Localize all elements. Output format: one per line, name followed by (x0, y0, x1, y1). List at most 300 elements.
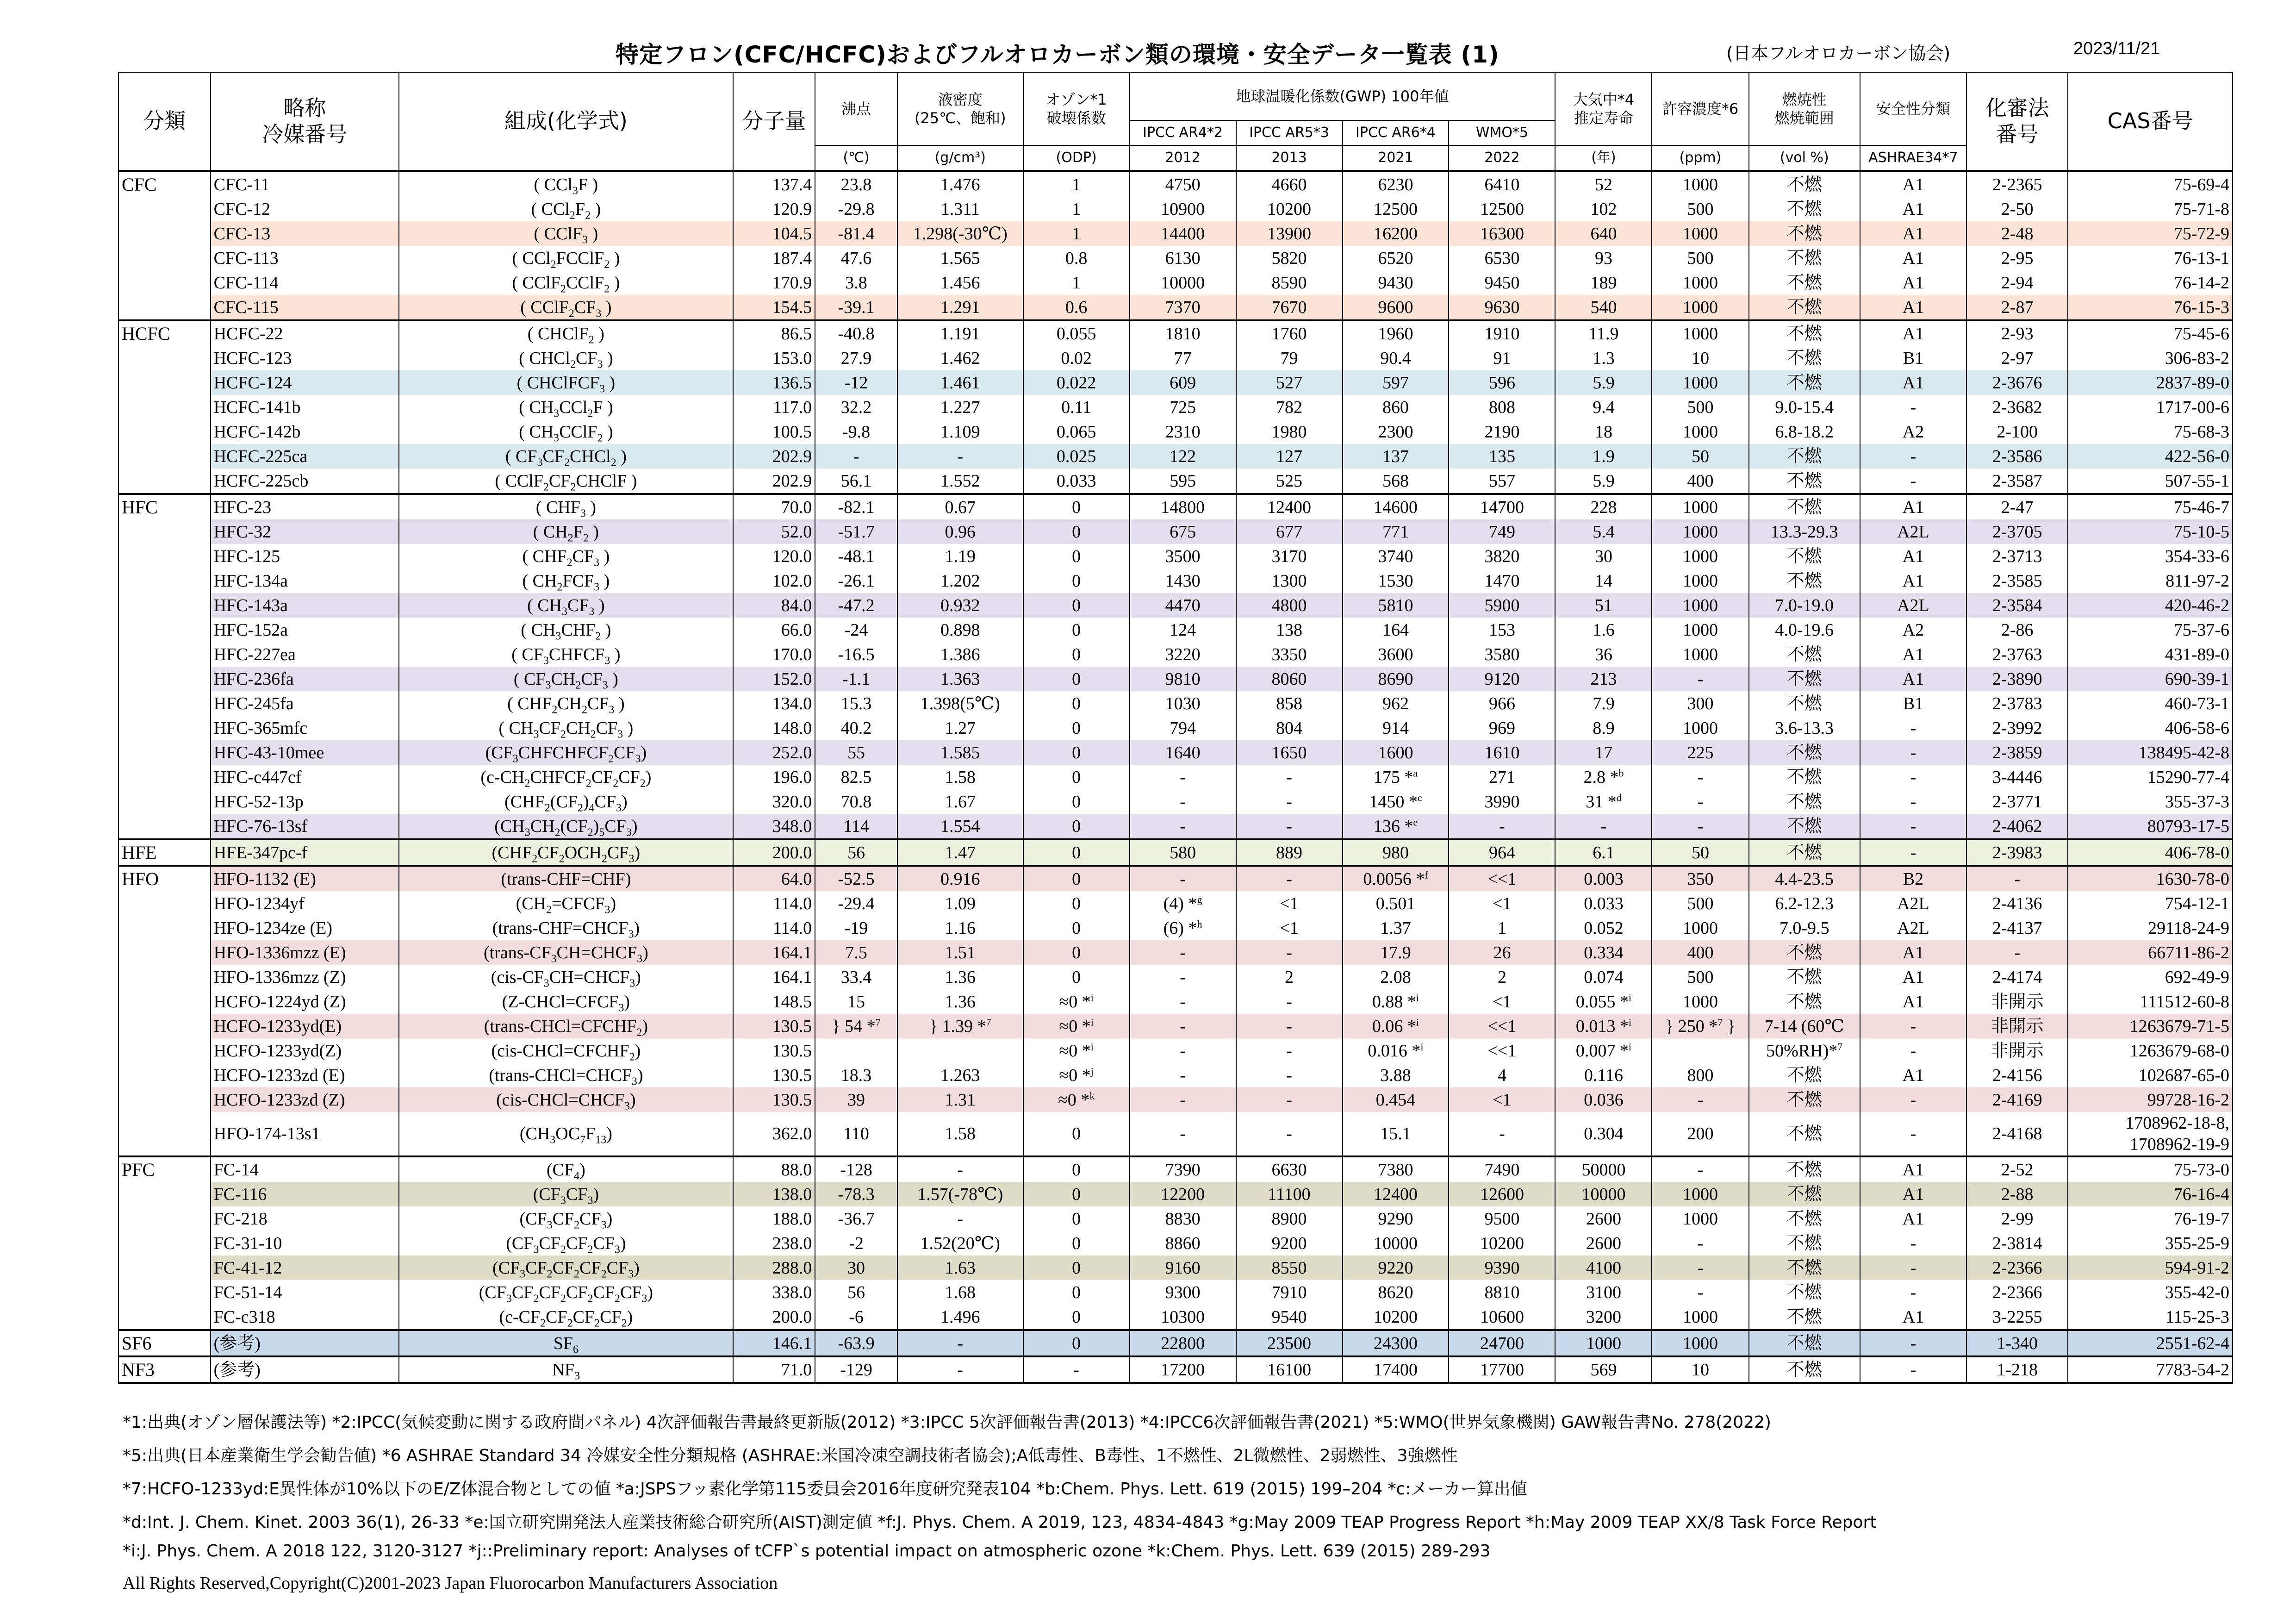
formula-cell: $(cis-CHCl=CFCHF_2)$ (399, 1038, 733, 1063)
gwp-ar6-cell: 1600 (1343, 740, 1449, 765)
mw-cell: 114.0 (733, 916, 815, 940)
table-row (118, 568, 2233, 593)
formula-cell: ( CHClF$_2$ ) (399, 320, 733, 346)
density-cell: 1.386 (897, 642, 1023, 667)
category-cell (118, 568, 211, 593)
cas-cell: 66711-86-2 (2068, 940, 2233, 965)
gwp-ar5-cell: 138 (1236, 618, 1343, 642)
safety-cell: A2 (1860, 419, 1966, 444)
limit-cell: 1000 (1652, 1330, 1748, 1356)
table-body (118, 171, 2233, 1383)
col-gwp: 地球温暖化係数(GWP) 100年値 (1130, 72, 1556, 120)
life-cell: 8.9 (1555, 716, 1652, 740)
category-cell (118, 1255, 211, 1280)
bp-cell: 27.9 (815, 346, 897, 370)
bp-cell: 32.2 (815, 395, 897, 419)
odp-cell: - (1023, 1356, 1130, 1383)
flam-cell: 不燃 (1749, 1305, 1860, 1330)
unit-limit: (ppm) (1652, 145, 1748, 171)
category-cell (118, 246, 211, 270)
gwp-ar6-cell: 771 (1343, 519, 1449, 544)
limit-cell: 1000 (1652, 916, 1748, 940)
category-cell (118, 1063, 211, 1087)
odp-cell: ≈0 *$^i$ (1023, 989, 1130, 1014)
gwp-wmo-cell: 26 (1449, 940, 1555, 965)
category-cell: HFO (118, 866, 211, 891)
odp-cell: 0.033 (1023, 468, 1130, 494)
life-cell: 7.9 (1555, 691, 1652, 716)
table-row (118, 295, 2233, 320)
gwp-wmo-cell: 596 (1449, 370, 1555, 395)
life-cell: 540 (1555, 295, 1652, 320)
gwp-ar5-cell: - (1236, 1063, 1343, 1087)
mw-cell: 138.0 (733, 1182, 815, 1206)
odp-cell: 0 (1023, 1305, 1130, 1330)
limit-cell: 500 (1652, 246, 1748, 270)
cas-cell: 754-12-1 (2068, 891, 2233, 916)
life-cell: 5.4 (1555, 519, 1652, 544)
flam-cell: 不燃 (1749, 1087, 1860, 1112)
law-cell: 非開示 (1966, 1014, 2068, 1038)
bp-cell: -78.3 (815, 1182, 897, 1206)
mw-cell: 71.0 (733, 1356, 815, 1383)
odp-cell: 0 (1023, 544, 1130, 568)
bp-cell: -81.4 (815, 221, 897, 246)
table-row (118, 444, 2233, 468)
gwp-ar4-cell: 1810 (1130, 320, 1236, 346)
table-row (118, 519, 2233, 544)
table-row (118, 395, 2233, 419)
col-mw: 分子量 (733, 72, 815, 171)
table-row (118, 740, 2233, 765)
abbr-cell: HFC-227ea (211, 642, 399, 667)
gwp-wmo-cell: 9450 (1449, 270, 1555, 295)
unit-life: (年) (1555, 145, 1652, 171)
flam-cell: 6.2-12.3 (1749, 891, 1860, 916)
density-cell: - (897, 444, 1023, 468)
mw-cell: 202.9 (733, 444, 815, 468)
flam-cell: 不燃 (1749, 568, 1860, 593)
formula-cell: ( $CF_3CHFCF_3$ ) (399, 642, 733, 667)
flam-cell: 4.0-19.6 (1749, 618, 1860, 642)
law-cell: 2-2366 (1966, 1280, 2068, 1305)
category-cell (118, 519, 211, 544)
bp-cell: -47.2 (815, 593, 897, 618)
law-cell: 2-3859 (1966, 740, 2068, 765)
category-cell: CFC (118, 171, 211, 197)
category-cell (118, 295, 211, 320)
bp-cell: -36.7 (815, 1206, 897, 1231)
abbr-cell: HFO-174-13s1 (211, 1112, 399, 1156)
gwp-ar6-cell: 1530 (1343, 568, 1449, 593)
law-cell: 非開示 (1966, 989, 2068, 1014)
safety-cell: - (1860, 814, 1966, 839)
density-cell: 1.191 (897, 320, 1023, 346)
cas-cell: 422-56-0 (2068, 444, 2233, 468)
gwp-ar6-cell: 0.016 *$^i$ (1343, 1038, 1449, 1063)
cas-cell: 75-68-3 (2068, 419, 2233, 444)
flam-cell: 不燃 (1749, 444, 1860, 468)
bp-cell: 114 (815, 814, 897, 839)
odp-cell: 0 (1023, 1280, 1130, 1305)
gwp-ar5-cell: 1300 (1236, 568, 1343, 593)
density-cell: - (897, 1356, 1023, 1383)
flam-cell: 7-14 (60℃ (1749, 1014, 1860, 1038)
formula-cell: (trans-CHF=CHF) (399, 866, 733, 891)
flam-cell: 不燃 (1749, 320, 1860, 346)
mw-cell: 288.0 (733, 1255, 815, 1280)
gwp-ar4-cell: 7370 (1130, 295, 1236, 320)
category-cell (118, 814, 211, 839)
life-cell: 189 (1555, 270, 1652, 295)
density-cell: 1.552 (897, 468, 1023, 494)
limit-cell: 1000 (1652, 716, 1748, 740)
odp-cell: 0.11 (1023, 395, 1130, 419)
density-cell: 1.47 (897, 839, 1023, 866)
abbr-cell: CFC-12 (211, 197, 399, 221)
table-row (118, 197, 2233, 221)
law-cell: 3-4446 (1966, 765, 2068, 789)
mw-cell: 164.1 (733, 940, 815, 965)
law-cell: 2-86 (1966, 618, 2068, 642)
density-cell: 1.311 (897, 197, 1023, 221)
abbr-cell: HFC-134a (211, 568, 399, 593)
table-row (118, 1231, 2233, 1255)
gwp-wmo-cell: 4 (1449, 1063, 1555, 1087)
life-cell: 1.3 (1555, 346, 1652, 370)
mw-cell: 102.0 (733, 568, 815, 593)
gwp-ar6-cell: 860 (1343, 395, 1449, 419)
flam-cell: 7.0-9.5 (1749, 916, 1860, 940)
life-cell: 0.003 (1555, 866, 1652, 891)
odp-cell: 0 (1023, 1182, 1130, 1206)
density-cell: 1.68 (897, 1280, 1023, 1305)
mw-cell: 238.0 (733, 1231, 815, 1255)
unit-safety: ASHRAE34*7 (1860, 145, 1966, 171)
gwp-ar4-cell: 725 (1130, 395, 1236, 419)
flam-cell: 不燃 (1749, 221, 1860, 246)
gwp-wmo-cell: 135 (1449, 444, 1555, 468)
gwp-wmo-cell: 7490 (1449, 1156, 1555, 1182)
gwp-ar4-cell: - (1130, 1087, 1236, 1112)
year-ar4: 2012 (1130, 145, 1236, 171)
law-cell: 非開示 (1966, 1038, 2068, 1063)
safety-cell: A1 (1860, 221, 1966, 246)
cas-cell: 355-37-3 (2068, 789, 2233, 814)
abbr-cell: HCFC-141b (211, 395, 399, 419)
limit-cell: 1000 (1652, 544, 1748, 568)
page-title: 特定フロン(CFC/HCFC)およびフルオロカーボン類の環境・安全データ一覧表 (1) (616, 41, 1500, 68)
gwp-ar6-cell: 980 (1343, 839, 1449, 866)
col-category: 分類 (118, 72, 211, 171)
formula-cell: ( $CHF_3$ ) (399, 494, 733, 519)
cas-cell: 115-25-3 (2068, 1305, 2233, 1330)
formula-cell: ( $CHCl_2CF_3$ ) (399, 346, 733, 370)
cas-cell: 15290-77-4 (2068, 765, 2233, 789)
gwp-ar6-cell: 1.37 (1343, 916, 1449, 940)
cas-cell: 1263679-71-5 (2068, 1014, 2233, 1038)
gwp-ar5-cell: 889 (1236, 839, 1343, 866)
table-row (118, 171, 2233, 197)
limit-cell: 1000 (1652, 989, 1748, 1014)
cas-cell: 75-37-6 (2068, 618, 2233, 642)
data-table (118, 72, 2233, 1384)
limit-cell: 1000 (1652, 494, 1748, 519)
gwp-wmo-cell: <1 (1449, 891, 1555, 916)
mw-cell: 362.0 (733, 1112, 815, 1156)
cas-cell: 76-14-2 (2068, 270, 2233, 295)
odp-cell: 0 (1023, 916, 1130, 940)
flam-cell: 不燃 (1749, 989, 1860, 1014)
law-cell: 2-94 (1966, 270, 2068, 295)
gwp-ar4-cell: 675 (1130, 519, 1236, 544)
gwp-ar4-cell: - (1130, 965, 1236, 989)
cas-cell: 102687-65-0 (2068, 1063, 2233, 1087)
law-cell: 2-3676 (1966, 370, 2068, 395)
gwp-ar5-cell: 8590 (1236, 270, 1343, 295)
flam-cell: 3.6-13.3 (1749, 716, 1860, 740)
safety-cell: A1 (1860, 1206, 1966, 1231)
law-cell: 2-93 (1966, 320, 2068, 346)
safety-cell: A1 (1860, 197, 1966, 221)
density-cell: 1.19 (897, 544, 1023, 568)
formula-cell: $(CH_3OC_7F_{13})$ (399, 1112, 733, 1156)
gwp-ar4-cell: 4470 (1130, 593, 1236, 618)
bp-cell: -40.8 (815, 320, 897, 346)
abbr-cell: CFC-113 (211, 246, 399, 270)
gwp-ar6-cell: 90.4 (1343, 346, 1449, 370)
bp-cell: 56 (815, 839, 897, 866)
table-row (118, 544, 2233, 568)
flam-cell: 不燃 (1749, 1063, 1860, 1087)
col-cas: CAS番号 (2068, 72, 2233, 171)
life-cell: 0.052 (1555, 916, 1652, 940)
law-cell: 2-3713 (1966, 544, 2068, 568)
gwp-ar5-cell: 4800 (1236, 593, 1343, 618)
cas-cell: 420-46-2 (2068, 593, 2233, 618)
bp-cell: 15.3 (815, 691, 897, 716)
formula-cell: ( CHClFCF$_3$ ) (399, 370, 733, 395)
flam-cell: 9.0-15.4 (1749, 395, 1860, 419)
cas-cell: 138495-42-8 (2068, 740, 2233, 765)
category-cell (118, 916, 211, 940)
odp-cell: 0 (1023, 568, 1130, 593)
gwp-ar4-cell: 8830 (1130, 1206, 1236, 1231)
gwp-ar4-cell: 595 (1130, 468, 1236, 494)
gwp-ar4-cell: 1030 (1130, 691, 1236, 716)
gwp-wmo-cell: <<1 (1449, 866, 1555, 891)
mw-cell: 52.0 (733, 519, 815, 544)
odp-cell: ≈0 *$^j$ (1023, 1063, 1130, 1087)
flam-cell: 50%RH)*$^7$ (1749, 1038, 1860, 1063)
safety-cell: A2L (1860, 891, 1966, 916)
bp-cell: 23.8 (815, 171, 897, 197)
odp-cell: 0 (1023, 866, 1130, 891)
limit-cell: - (1652, 1255, 1748, 1280)
cas-cell: 2837-89-0 (2068, 370, 2233, 395)
formula-cell: $(trans-CHCl=CFCHF_2)$ (399, 1014, 733, 1038)
life-cell: 569 (1555, 1356, 1652, 1383)
unit-flam: (vol %) (1749, 145, 1860, 171)
gwp-ar5-cell: 1980 (1236, 419, 1343, 444)
gwp-ar4-cell: 10900 (1130, 197, 1236, 221)
life-cell: 0.074 (1555, 965, 1652, 989)
gwp-ar4-cell: 122 (1130, 444, 1236, 468)
density-cell: 1.456 (897, 270, 1023, 295)
limit-cell: 1000 (1652, 419, 1748, 444)
gwp-ar5-cell: - (1236, 989, 1343, 1014)
cas-cell: 76-19-7 (2068, 1206, 2233, 1231)
law-cell: 2-97 (1966, 346, 2068, 370)
mw-cell: 120.0 (733, 544, 815, 568)
abbr-cell: HFC-125 (211, 544, 399, 568)
abbr-cell: FC-c318 (211, 1305, 399, 1330)
table-row (118, 1330, 2233, 1356)
abbr-cell: FC-51-14 (211, 1280, 399, 1305)
law-cell: 2-4169 (1966, 1087, 2068, 1112)
gwp-ar4-cell: 10300 (1130, 1305, 1236, 1330)
abbr-cell: HCFO-1233yd(E) (211, 1014, 399, 1038)
safety-cell: - (1860, 468, 1966, 494)
flam-cell: 13.3-29.3 (1749, 519, 1860, 544)
safety-cell: B2 (1860, 866, 1966, 891)
odp-cell: 0 (1023, 765, 1130, 789)
bp-cell: 56.1 (815, 468, 897, 494)
limit-cell: 1000 (1652, 1182, 1748, 1206)
category-cell (118, 891, 211, 916)
category-cell (118, 965, 211, 989)
gwp-wmo-cell: <1 (1449, 989, 1555, 1014)
odp-cell: 1 (1023, 270, 1130, 295)
gwp-ar5-cell: 677 (1236, 519, 1343, 544)
mw-cell: 196.0 (733, 765, 815, 789)
limit-cell: 400 (1652, 940, 1748, 965)
life-cell: 228 (1555, 494, 1652, 519)
table-row (118, 667, 2233, 691)
gwp-ar4-cell: - (1130, 789, 1236, 814)
gwp-wmo-cell: 9500 (1449, 1206, 1555, 1231)
safety-cell: A1 (1860, 1305, 1966, 1330)
bp-cell: 15 (815, 989, 897, 1014)
law-cell: 2-4174 (1966, 965, 2068, 989)
safety-cell: A1 (1860, 246, 1966, 270)
gwp-ar4-cell: - (1130, 989, 1236, 1014)
col-gwp-ar4: IPCC AR4*2 (1130, 120, 1236, 145)
formula-cell: $(CF_3CHFCHFCF_2CF_3)$ (399, 740, 733, 765)
gwp-ar4-cell: 8860 (1130, 1231, 1236, 1255)
bp-cell: 3.8 (815, 270, 897, 295)
mw-cell: 170.9 (733, 270, 815, 295)
flam-cell: 不燃 (1749, 346, 1860, 370)
density-cell: 1.63 (897, 1255, 1023, 1280)
gwp-wmo-cell: 14700 (1449, 494, 1555, 519)
flam-cell: 不燃 (1749, 740, 1860, 765)
limit-cell: - (1652, 1231, 1748, 1255)
gwp-wmo-cell: 2190 (1449, 419, 1555, 444)
safety-cell: A1 (1860, 494, 1966, 519)
density-cell: 1.16 (897, 916, 1023, 940)
flam-cell: 不燃 (1749, 468, 1860, 494)
safety-cell: A1 (1860, 667, 1966, 691)
cas-cell: 76-13-1 (2068, 246, 2233, 270)
odp-cell: 0 (1023, 1112, 1130, 1156)
abbr-cell: HFC-c447cf (211, 765, 399, 789)
life-cell: 0.334 (1555, 940, 1652, 965)
category-cell (118, 221, 211, 246)
bp-cell: 39 (815, 1087, 897, 1112)
odp-cell: 0.065 (1023, 419, 1130, 444)
gwp-ar6-cell: 137 (1343, 444, 1449, 468)
life-cell: 0.033 (1555, 891, 1652, 916)
category-cell (118, 395, 211, 419)
flam-cell: 不燃 (1749, 246, 1860, 270)
footnote-4: *d:Int. J. Chem. Kinet. 2003 36(1), 26-33 *e:国立研究開発法人産業技術総合研究所(AIST)測定値 *f:J. Phys. Chem. A 2019, 123, 4834-4843 *g:May 2009 TEAP Progress Report *h:May 2009 TEAP XX/8 Task Force Report (123, 1513, 1877, 1532)
gwp-ar5-cell: 8060 (1236, 667, 1343, 691)
odp-cell: 0 (1023, 789, 1130, 814)
cas-cell: 306-83-2 (2068, 346, 2233, 370)
flam-cell: 不燃 (1749, 814, 1860, 839)
gwp-ar5-cell: - (1236, 814, 1343, 839)
density-cell: 1.298(-30℃) (897, 221, 1023, 246)
table-row (118, 494, 2233, 519)
gwp-wmo-cell: 12500 (1449, 197, 1555, 221)
density-cell: 1.554 (897, 814, 1023, 839)
col-gwp-ar6: IPCC AR6*4 (1343, 120, 1449, 145)
gwp-ar6-cell: 6230 (1343, 171, 1449, 197)
bp-cell: 7.5 (815, 940, 897, 965)
gwp-ar4-cell: - (1130, 1014, 1236, 1038)
safety-cell: - (1860, 395, 1966, 419)
table-row (118, 691, 2233, 716)
category-cell (118, 1182, 211, 1206)
mw-cell: 70.0 (733, 494, 815, 519)
law-cell: 2-2366 (1966, 1255, 2068, 1280)
cas-cell: 75-45-6 (2068, 320, 2233, 346)
limit-cell: 1000 (1652, 642, 1748, 667)
unit-bp: (℃) (815, 145, 897, 171)
density-cell: 1.263 (897, 1063, 1023, 1087)
gwp-wmo-cell: 1470 (1449, 568, 1555, 593)
gwp-ar4-cell: (6) *$^h$ (1130, 916, 1236, 940)
abbr-cell: (参考) (211, 1356, 399, 1383)
bp-cell: 56 (815, 1280, 897, 1305)
table-row (118, 370, 2233, 395)
cas-cell: 431-89-0 (2068, 642, 2233, 667)
gwp-ar4-cell: 12200 (1130, 1182, 1236, 1206)
law-cell: 2-3763 (1966, 642, 2068, 667)
gwp-ar4-cell: 4750 (1130, 171, 1236, 197)
formula-cell: $(cis-CHCl=CHCF_3)$ (399, 1087, 733, 1112)
safety-cell: - (1860, 765, 1966, 789)
mw-cell: 130.5 (733, 1014, 815, 1038)
safety-cell: - (1860, 1330, 1966, 1356)
col-density: 液密度 (25℃、飽和) (897, 72, 1023, 145)
abbr-cell: HFO-1336mzz (E) (211, 940, 399, 965)
odp-cell: 0 (1023, 940, 1130, 965)
category-cell (118, 1206, 211, 1231)
category-cell: HCFC (118, 320, 211, 346)
year-ar5: 2013 (1236, 145, 1343, 171)
gwp-ar6-cell: 8690 (1343, 667, 1449, 691)
gwp-ar5-cell: - (1236, 1014, 1343, 1038)
gwp-ar6-cell: 3.88 (1343, 1063, 1449, 1087)
cas-cell: 811-97-2 (2068, 568, 2233, 593)
life-cell: 2600 (1555, 1206, 1652, 1231)
gwp-ar5-cell: 16100 (1236, 1356, 1343, 1383)
life-cell: 213 (1555, 667, 1652, 691)
gwp-ar6-cell: 597 (1343, 370, 1449, 395)
formula-cell: $(trans-CHF=CHCF_3)$ (399, 916, 733, 940)
